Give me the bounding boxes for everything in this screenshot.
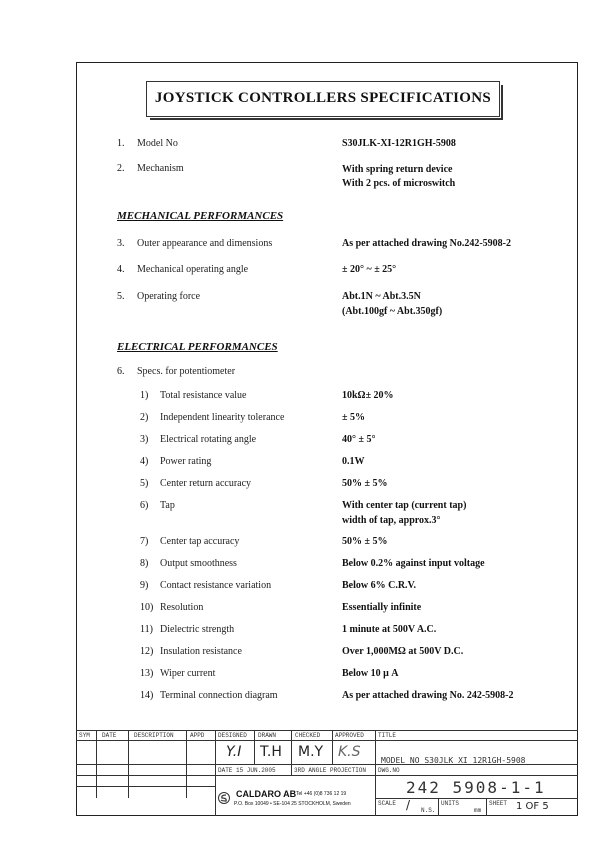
units-value: mm <box>474 807 482 814</box>
company-tel: Tel +46 (0)8 736 12 19 <box>296 791 347 797</box>
sub-item-label: Insulation resistance <box>160 646 242 657</box>
header-sym: SYM <box>79 732 90 739</box>
item-number: 5. <box>117 291 125 302</box>
header-description: DESCRIPTION <box>134 732 174 739</box>
item-number: 2. <box>117 163 125 174</box>
sub-item-label: Electrical rotating angle <box>160 434 257 445</box>
header-checked: CHECKED <box>295 732 321 739</box>
sheet-value: 1 OF 5 <box>516 801 549 812</box>
drawing-number: 242 5908-1-1 <box>406 778 546 797</box>
item-label: Model No <box>137 138 178 149</box>
sheet-label: SHEET <box>489 800 508 807</box>
sub-item-label: Independent linearity tolerance <box>160 412 285 423</box>
item-value: ± 20° ~ ± 25° <box>342 264 397 275</box>
header-designed: DESIGNED <box>218 732 247 739</box>
model-number: MODEL NO S30JLK XI 12R1GH-5908 <box>381 756 526 765</box>
sub-item-value: Essentially infinite <box>342 602 422 613</box>
sub-item-label: Terminal connection diagram <box>160 690 278 701</box>
sub-item-label: Center tap accuracy <box>160 536 240 547</box>
sub-item-number: 1) <box>140 390 149 401</box>
item-value: As per attached drawing No.242-5908-2 <box>342 238 511 249</box>
item-number: 3. <box>117 238 125 249</box>
sub-item-number: 10) <box>140 602 154 613</box>
projection-label: 3RD ANGLE PROJECTION <box>294 767 367 774</box>
sub-item-number: 9) <box>140 580 149 591</box>
signature-checked: M.Y <box>298 744 324 760</box>
sub-item-value: Below 6% C.R.V. <box>342 580 416 591</box>
item-value-line2: With 2 pcs. of microswitch <box>342 178 456 189</box>
company-name: CALDARO AB <box>236 789 297 799</box>
sub-item-label: Total resistance value <box>160 390 247 401</box>
item-number: 1. <box>117 138 125 149</box>
sub-item-label: Power rating <box>160 456 212 467</box>
title-block <box>76 730 578 816</box>
dwg-label: DWG.NO <box>378 767 400 774</box>
sub-item-number: 11) <box>140 624 153 635</box>
item-value: S30JLK-XI-12R1GH-5908 <box>342 138 456 149</box>
section-heading-mechanical: MECHANICAL PERFORMANCES <box>117 210 284 222</box>
sub-item-value: Below 10 μ A <box>342 668 399 679</box>
sub-item-label: Dielectric strength <box>160 624 235 635</box>
scale-value: / <box>406 798 411 812</box>
sub-item-label: Contact resistance variation <box>160 580 272 591</box>
header-approved: APPROVED <box>335 732 364 739</box>
sub-item-label: Resolution <box>160 602 204 613</box>
document-title: JOYSTICK CONTROLLERS SPECIFICATIONS <box>154 90 492 106</box>
sub-item-number: 6) <box>140 500 149 511</box>
units-label: UNITS <box>441 800 460 807</box>
item-value: Abt.1N ~ Abt.3.5N <box>342 291 421 302</box>
signature-drawn: T.H <box>260 744 282 760</box>
scale-label: SCALE <box>378 800 397 807</box>
item-number: 6. <box>117 366 125 377</box>
sub-item-label: Output smoothness <box>160 558 237 569</box>
sub-item-value: ± 5% <box>342 412 365 423</box>
title-box <box>146 81 500 117</box>
item-value-line2: (Abt.100gf ~ Abt.350gf) <box>342 306 443 317</box>
item-label: Mechanism <box>137 163 184 174</box>
signature-designed: Y.I <box>226 744 242 760</box>
item-label: Outer appearance and dimensions <box>137 238 273 249</box>
date-value: DATE 15 JUN.2005 <box>218 767 276 774</box>
header-drawn: DRAWN <box>258 732 277 739</box>
scale-unit: N.S. <box>421 807 436 814</box>
sub-item-value: As per attached drawing No. 242-5908-2 <box>342 690 514 701</box>
sub-item-value: 0.1W <box>342 456 365 467</box>
sub-item-label: Tap <box>160 500 175 511</box>
company-address: P.O. Box 10049 • SE-104 25 STOCKHOLM, Sweden <box>234 801 351 807</box>
sub-item-number: 5) <box>140 478 149 489</box>
sub-item-value: 10kΩ± 20% <box>342 390 394 401</box>
sub-item-value: 50% ± 5% <box>342 478 388 489</box>
sub-item-value: 40° ± 5° <box>342 434 376 445</box>
sub-item-value: Over 1,000MΩ at 500V D.C. <box>342 646 464 657</box>
sub-item-number: 2) <box>140 412 149 423</box>
header-title: TITLE <box>378 732 397 739</box>
company-logo <box>218 792 230 804</box>
sub-item-value: 50% ± 5% <box>342 536 388 547</box>
section-heading-electrical: ELECTRICAL PERFORMANCES <box>117 341 278 353</box>
sub-item-value: Below 0.2% against input voltage <box>342 558 485 569</box>
sub-item-number: 12) <box>140 646 154 657</box>
item-label: Mechanical operating angle <box>137 264 249 275</box>
sub-item-value: 1 minute at 500V A.C. <box>342 624 437 635</box>
sub-item-number: 13) <box>140 668 154 679</box>
sub-item-value-line2: width of tap, approx.3° <box>342 515 441 526</box>
sub-item-value: With center tap (current tap) <box>342 500 467 511</box>
sub-item-number: 4) <box>140 456 149 467</box>
document-frame <box>76 62 578 816</box>
sub-item-label: Center return accuracy <box>160 478 252 489</box>
sub-item-number: 3) <box>140 434 149 445</box>
sub-item-label: Wiper current <box>160 668 216 679</box>
sub-item-number: 14) <box>140 690 154 701</box>
header-appd: APPD <box>190 732 205 739</box>
sub-item-number: 7) <box>140 536 149 547</box>
item-value: With spring return device <box>342 164 453 175</box>
signature-approved: K.S <box>338 744 361 760</box>
item-number: 4. <box>117 264 125 275</box>
item-label: Operating force <box>137 291 201 302</box>
item-label: Specs. for potentiometer <box>137 366 236 377</box>
sub-item-number: 8) <box>140 558 149 569</box>
header-date: DATE <box>102 732 117 739</box>
